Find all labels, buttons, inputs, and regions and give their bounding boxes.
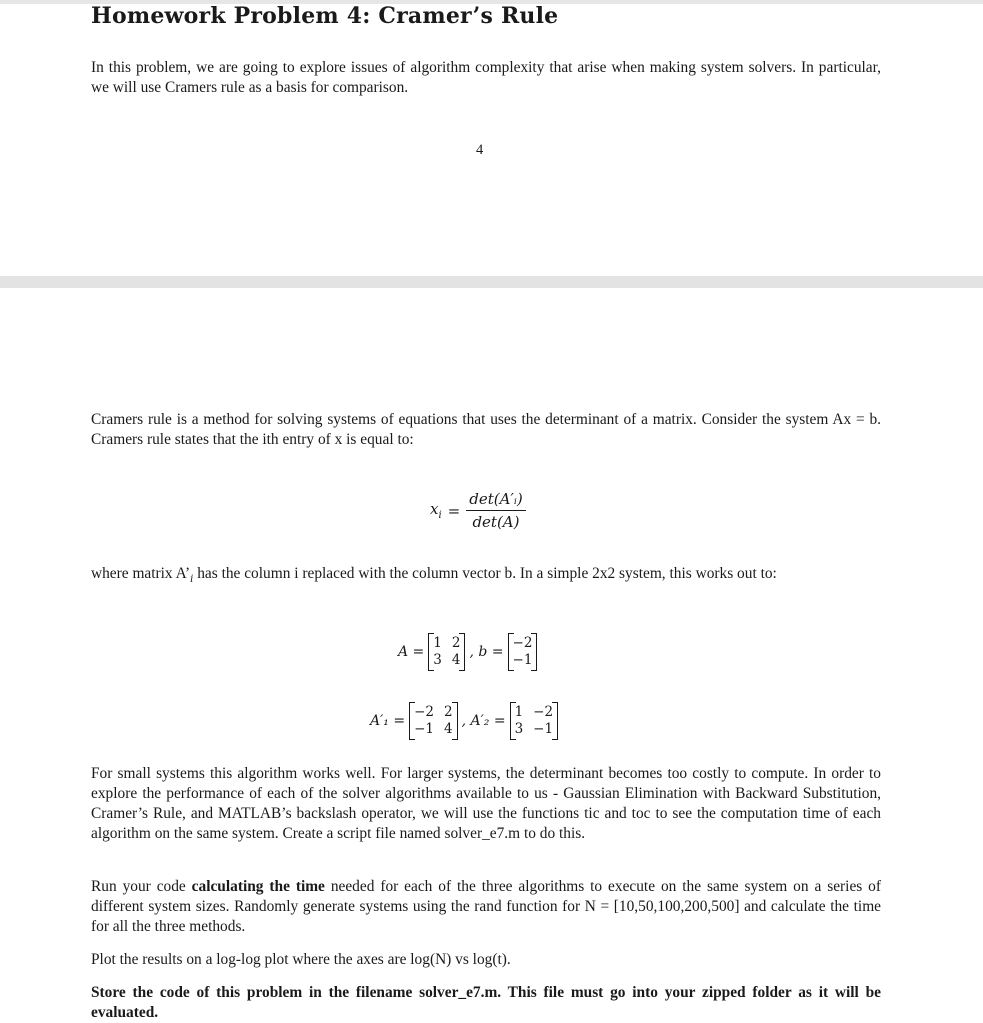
formula-equals: = — [447, 501, 461, 520]
matrix-cell: 4 — [451, 652, 461, 668]
matrix-cell: 3 — [433, 652, 442, 668]
run-code-paragraph: Run your code calculating the time needed for each of the three algorithms to execute on the same system on a series of different system sizes. Randomly generate systems using the rand function for N = [10,50,100,200,500] and calculate the time for all the three methods. — [91, 878, 882, 935]
matrix-cell: 1 — [514, 704, 524, 720]
matrix-cell: 2 — [451, 635, 461, 651]
matrix-cell: 4 — [444, 721, 453, 737]
where-paragraph: where matrix $A’_i$ has the column i replaced with the column vector b. In a simple 2x2 system, this works out to: — [91, 565, 777, 586]
small-systems-paragraph: For small systems this algorithm works well. For larger systems, the determinant becomes too costly to compute. In order to explore the performance of each of the solver algorithms available to us - Gaussian Elimination with Backward Substitution, Cramer’s Rule, and MATLAB’s backslash operator, we will use the functions tic and toc to see the computation time of each algorithm on the same system. Create a script file named solver_e7.m to do this. — [91, 765, 881, 842]
formula-fraction — [466, 490, 525, 531]
matrix-row-a1-a2 — [370, 702, 558, 740]
matrix-cell: 1 — [433, 635, 442, 651]
cramer-formula — [430, 490, 526, 531]
vector-b-label: , b = — [469, 644, 504, 660]
page-title: Homework Problem 4: Cramer’s Rule — [91, 3, 559, 29]
intro-paragraph: In this problem, we are going to explore issues of algorithm complexity that arise when making system solvers. In particular, we will use Cramers rule as a basis for comparison. — [91, 59, 881, 96]
matrix-cell: 3 — [514, 721, 524, 737]
matrix-a1-label: A′₁ = — [370, 713, 406, 729]
formula-denominator: det(A) — [472, 513, 520, 531]
store-code-paragraph: Store the code of this problem in the filename solver_e7.m. This file must go into your zipped folder as it will be evaluated. — [91, 984, 881, 1021]
matrix-cell: −2 — [512, 635, 533, 651]
matrix-a — [428, 633, 465, 671]
page-break-divider — [0, 276, 983, 288]
matrix-cell: −2 — [533, 704, 554, 720]
matrix-a2 — [510, 702, 559, 740]
formula-numerator: det(A′ᵢ) — [466, 490, 525, 511]
matrix-cell: 2 — [444, 704, 453, 720]
matrix-row-a-b — [398, 633, 537, 671]
formula-lhs: $x_i$ — [430, 500, 442, 521]
matrix-cell: −1 — [512, 652, 533, 668]
matrix-cell: −1 — [414, 721, 434, 737]
matrix-cell: −1 — [533, 721, 554, 737]
matrix-a1 — [409, 702, 458, 740]
matrix-a2-label: , A′₂ = — [461, 713, 506, 729]
matrix-a-label: A = — [398, 644, 425, 660]
plot-paragraph: Plot the results on a log-log plot where the axes are log(N) vs log(t). — [91, 951, 511, 968]
matrix-cell: −2 — [414, 704, 434, 720]
cramer-intro-paragraph: Cramers rule is a method for solving systems of equations that uses the determinant of a matrix. Consider the system Ax = b. Cramers rule states that the ith entry of x is equal to: — [91, 411, 881, 448]
emphasis-calculating-time: calculating the time — [191, 878, 325, 895]
vector-b — [508, 633, 538, 671]
page-number: 4 — [476, 142, 484, 158]
